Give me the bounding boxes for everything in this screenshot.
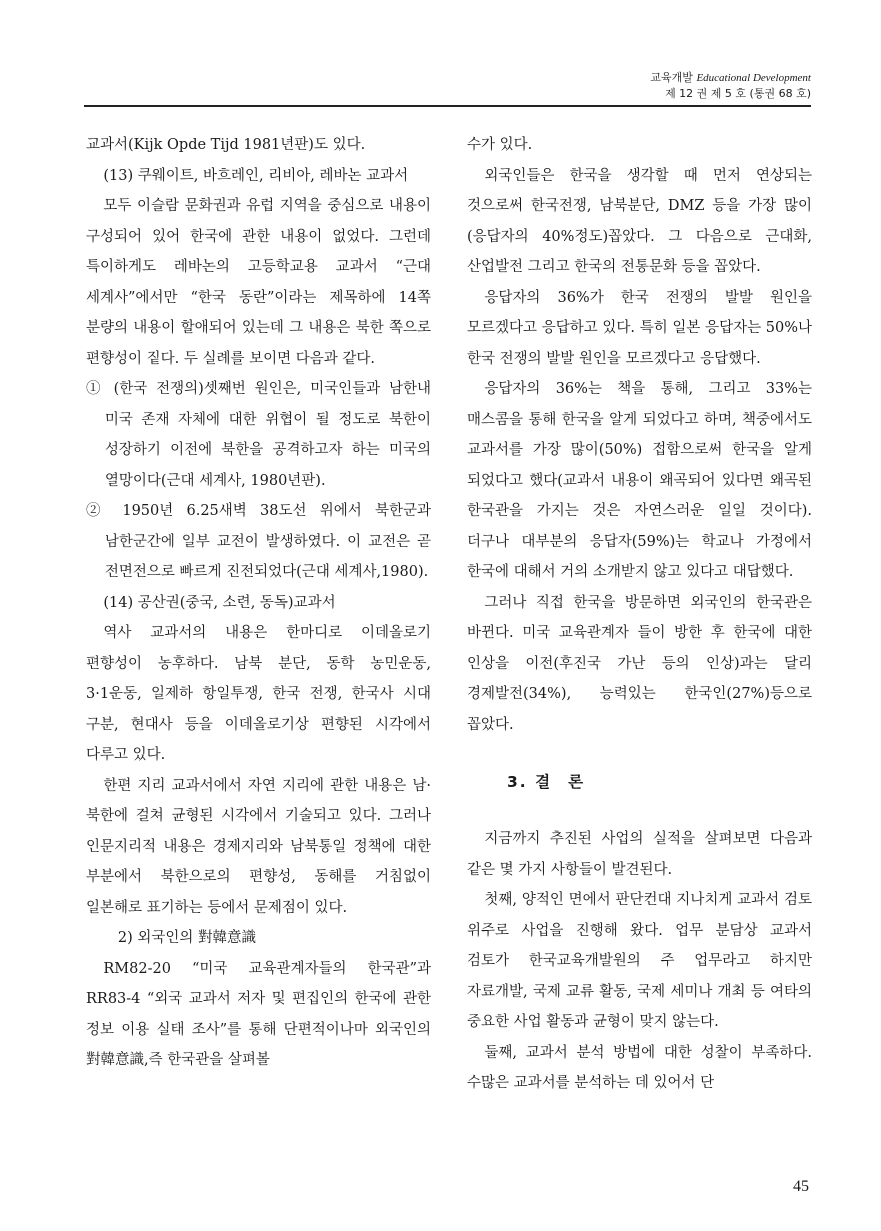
header-rule [84, 105, 811, 107]
paragraph: 둘째, 교과서 분석 방법에 대한 성찰이 부족하다. 수많은 교과서를 분석하는 데 있어서 단 [467, 1044, 812, 1091]
paragraph: 모두 이슬람 문화권과 유럽 지역을 중심으로 내용이 구성되어 있어 한국에 관한 내용이 없었다. 그런데 특이하게도 레바논의 고등학교용 교과서 “근대 세계사”에서만 “한국 동란”이라는 제목하에 14쪽 분량의 내용이 할애되어 있는데 그 내용은 북한 쪽으로 편향성이 짙다. 두 실례를 보이면 다음과 같다. [86, 198, 431, 367]
page-number: 45 [793, 1178, 809, 1195]
left-column [86, 130, 431, 1076]
list-item: ② 1950년 6.25새벽 38도선 위에서 북한군과 남한군간에 일부 교전이 발생하였다. 이 교전은 곧 전면전으로 빠르게 진전되었다(근대 세계사,1980). [86, 503, 431, 580]
paragraph: 응답자의 36%가 한국 전쟁의 발발 원인을 모르겠다고 응답하고 있다. 특히 일본 응답자는 50%나 한국 전쟁의 발발 원인을 모르겠다고 응답했다. [467, 289, 812, 367]
issue-info: 제 12 권 제 5 호 (통권 68 호) [665, 87, 811, 100]
subsection-heading: (14) 공산권(중국, 소련, 동독)교과서 [103, 594, 336, 611]
subsection-heading: 2) 외국인의 對韓意識 [117, 930, 257, 946]
paragraph: 첫째, 양적인 면에서 판단컨대 지나치게 교과서 검토 위주로 사업을 진행해 왔다. 업무 분담상 교과서 검토가 한국교육개발원의 주 업무라고 하지만 자료개발, 국제 교류 활동, 국제 세미나 개최 등 여타의 중요한 사업 활동과 균형이 맞지 않는다. [467, 892, 812, 1030]
subsection-heading: (13) 쿠웨이트, 바흐레인, 리비아, 레바논 교과서 [103, 167, 409, 184]
running-header [650, 70, 811, 102]
paragraph: 수가 있다. [467, 137, 533, 153]
paragraph: 한편 지리 교과서에서 자연 지리에 관한 내용은 남·북한에 걸쳐 균형된 시각에서 기술되고 있다. 그러나 인문지리적 내용은 경제지리와 남북통일 정책에 대한 부분에서 북한으로의 편향성, 동해를 거침없이 일본해로 표기하는 등에서 문제점이 있다. [86, 777, 431, 916]
paragraph: 외국인들은 한국을 생각할 때 먼저 연상되는 것으로써 한국전쟁, 남북분단, DMZ 등을 가장 많이 (응답자의 40%정도)꼽았다. 그 다음으로 근대화, 산업발전 그리고 한국의 전통문화 등을 꼽았다. [467, 167, 812, 275]
section-number: 3. [507, 773, 528, 791]
paragraph: 응답자의 36%는 책을 통해, 그리고 33%는 매스콤을 통해 한국을 알게 되었다고 하며, 책중에서도 교과서를 가장 많이(50%) 접함으로써 한국을 알게 되었다고 했다(교과서 내용이 왜곡되어 있다면 왜곡된 한국관을 가지는 것은 자연스러운 일일 것이다). 더구나 대부분의 응답자(59%)는 학교나 가정에서 한국에 대해서 거의 소개받지 않고 있다고 대답했다. [467, 381, 812, 580]
journal-title-en: Educational Development [696, 72, 811, 84]
paragraph: 교과서(Kijk Opde Tijd 1981년판)도 있다. [86, 137, 366, 153]
journal-title [650, 70, 811, 86]
paragraph: 그러나 직접 한국을 방문하면 외국인의 한국관은 바뀐다. 미국 교육관계자 들이 방한 후 한국에 대한 인상을 이전(후진국 가난 등의 인상)과는 달리 경제발전(34%), 능력있는 한국인(27%)등으로 꼽았다. [467, 594, 812, 733]
journal-title-ko: 교육개발 [650, 71, 693, 84]
section-title: 결론 [535, 773, 602, 791]
paragraph: 지금까지 추진된 사업의 실적을 살펴보면 다음과 같은 몇 가지 사항들이 발견된다. [467, 831, 812, 878]
section-heading [507, 767, 812, 797]
right-column [467, 130, 812, 1099]
paragraph: 역사 교과서의 내용은 한마디로 이데올로기 편향성이 농후하다. 남북 분단, 동학 농민운동, 3·1운동, 일제하 항일투쟁, 한국 전쟁, 한국사 시대 구분, 현대사 등을 이데올로기상 편향된 시각에서 다루고 있다. [86, 625, 431, 763]
paragraph: RM82-20 “미국 교육관계자들의 한국관”과 RR83-4 “외국 교과서 저자 및 편집인의 한국에 관한 정보 이용 실태 조사”를 통해 단편적이나마 외국인의 對韓意識,즉 한국관을 살펴볼 [86, 960, 431, 1068]
list-item: ① (한국 전쟁의)셋째번 원인은, 미국인들과 남한내 미국 존재 자체에 대한 위협이 될 정도로 북한이 성장하기 이전에 북한을 공격하고자 하는 미국의 열망이다(근대 세계사, 1980년판). [86, 381, 431, 489]
